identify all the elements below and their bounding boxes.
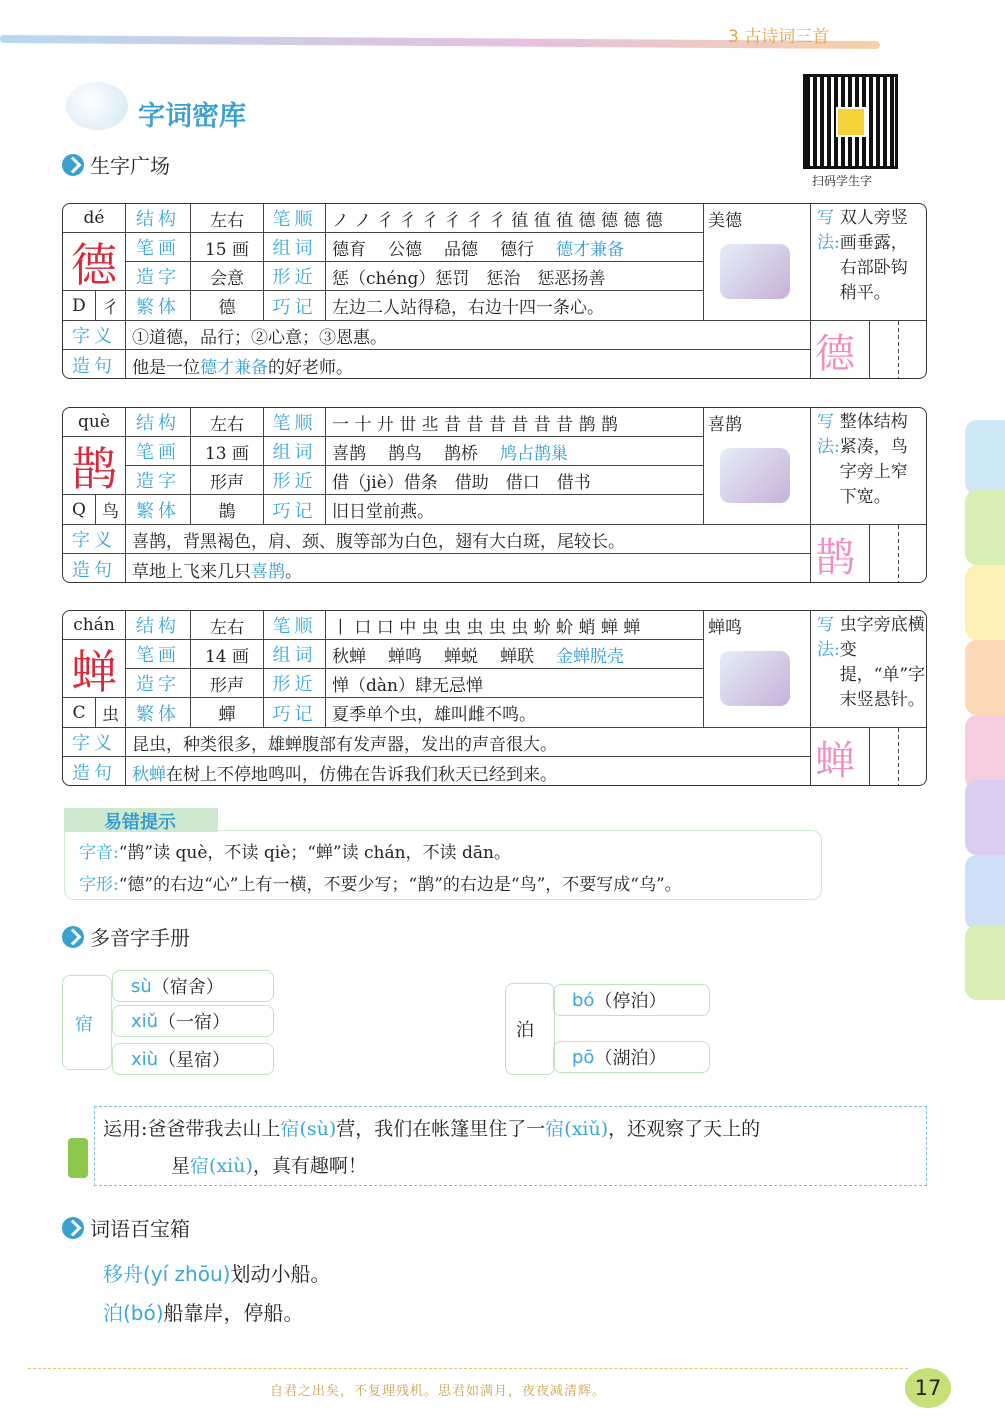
meaning: 昆虫，种类很多，雄蝉腹部有发声器，发出的声音很大。: [126, 728, 811, 757]
side-tab[interactable]: [965, 565, 1005, 640]
image-word: 美德: [708, 211, 742, 231]
label-ziyi: 字义: [63, 321, 126, 350]
big-character: 德: [63, 233, 126, 291]
word: 品德: [444, 239, 478, 260]
side-tab[interactable]: [965, 855, 1005, 930]
value-bihua: 15 画: [191, 233, 264, 262]
label-bishun: 笔顺: [264, 408, 326, 437]
check-circle-icon: [62, 926, 84, 948]
polyphone-char-su: 宿: [62, 975, 112, 1070]
side-tab[interactable]: [965, 925, 1005, 1000]
label-bihua: 笔画: [126, 437, 191, 466]
value-zaozi: 形声: [191, 466, 264, 495]
label-qiaoji: 巧记: [264, 495, 326, 525]
label-qiaoji: 巧记: [264, 698, 326, 728]
character-card-dé: [62, 203, 927, 379]
value-fanti: 德: [191, 291, 264, 321]
word: 蝉联: [500, 646, 534, 667]
value-jiegou: 左右: [191, 611, 264, 640]
label-zaoju: 造句: [63, 757, 126, 786]
initial-letter: D: [63, 291, 96, 321]
vocab-item: 泊(bó)船靠岸，停船。: [103, 1301, 304, 1325]
polyphone-char-bo: 泊: [505, 983, 555, 1075]
label-xingjin: 形近: [264, 669, 326, 698]
side-tab[interactable]: [965, 490, 1005, 565]
check-circle-icon: [62, 154, 84, 176]
heading-new-characters: 生字广场: [62, 150, 170, 179]
label-jiegou: 结构: [126, 611, 191, 640]
word: 秋蝉: [332, 646, 366, 667]
heading-polyphones: 多音字手册: [62, 922, 190, 951]
label-zaozi: 造字: [126, 669, 191, 698]
big-character: 鹊: [63, 437, 126, 495]
section-title: 字词密库: [138, 101, 246, 132]
label-zaoju: 造句: [63, 350, 126, 379]
reading-item: xiù （星宿）: [112, 1043, 274, 1075]
reading-item: sù （宿舍）: [112, 970, 274, 1002]
radical: 鸟: [96, 495, 126, 525]
label-zaozi: 造字: [126, 466, 191, 495]
label-fanti: 繁体: [126, 291, 191, 321]
qr-label: 扫码学生字: [812, 174, 873, 188]
idiom: 德才兼备: [556, 239, 624, 260]
image-panel: [704, 611, 811, 728]
pinyin: dé: [63, 204, 126, 233]
illustration: [720, 651, 790, 706]
value-bishun: ノ ノ 彳 彳 彳 彳 彳 彳 徝 徝 徝 德 德 德 德: [326, 204, 704, 233]
tips-box: 字音:“鹊”读 què，不读 qiè；“蝉”读 chán，不读 dān。 字形:“德”的右边“心”上有一横，不要少写；“鹊”的右边是“鸟”，不要写成“乌”。: [64, 830, 822, 900]
page-number: 17: [905, 1368, 951, 1408]
image-panel: [704, 408, 811, 525]
pinyin: què: [63, 408, 126, 437]
label-zaoju: 造句: [63, 554, 126, 583]
meaning: 喜鹊，背黑褐色，肩、颈、腹等部为白色，翅有大白斑，尾较长。: [126, 525, 811, 554]
image-word: 喜鹊: [708, 415, 742, 435]
vocab-item: 移舟(yí zhōu)划动小船。: [103, 1262, 331, 1286]
label-zuci: 组词: [264, 640, 326, 669]
example-sentence: 他是一位 德才兼备 的好老师。: [126, 350, 811, 379]
label-qiaoji: 巧记: [264, 291, 326, 321]
tips-tag: 易错提示: [64, 808, 218, 832]
check-circle-icon: [62, 1217, 84, 1239]
word: 公德: [388, 239, 422, 260]
value-zaozi: 形声: [191, 669, 264, 698]
meaning: ①道德，品行；②心意；③恩惠。: [126, 321, 811, 350]
value-zaozi: 会意: [191, 262, 264, 291]
pencil-icon: [68, 1138, 88, 1178]
label-bishun: 笔顺: [264, 611, 326, 640]
word: 德行: [500, 239, 534, 260]
footer-poem: 自君之出矣，不复理残机。思君如满月，夜夜减清辉。: [270, 1384, 607, 1399]
usage-box: 运用:爸爸带我去山上宿(sù)营，我们在帐篷里住了一宿(xiǔ)，还观察了天上的 星宿(xiù)，真有趣啊！: [94, 1106, 927, 1186]
value-bihua: 13 画: [191, 437, 264, 466]
writing-tip: 写法: 虫字旁底横变提，“单”字末竖悬针。: [811, 611, 927, 728]
value-bishun: 丨 口 口 中 虫 虫 虫 虫 虫 蚧 蚧 蛸 蝉 蝉: [326, 611, 704, 640]
illustration: [720, 244, 790, 299]
trace-character: 德: [811, 321, 927, 379]
trace-character: 蝉: [811, 728, 927, 786]
label-zuci: 组词: [264, 233, 326, 262]
reading-item: xiǔ （一宿）: [112, 1005, 274, 1037]
character-card-què: [62, 407, 927, 583]
footer-divider: [28, 1368, 908, 1369]
side-tab[interactable]: [965, 640, 1005, 715]
pinyin: chán: [63, 611, 126, 640]
value-bishun: 一 十 廾 丗 丠 昔 昔 昔 昔 昔 昔 鹊 鹊: [326, 408, 704, 437]
character-card-chán: [62, 610, 927, 786]
value-qiaoji: 旧日堂前燕。: [326, 495, 704, 525]
label-fanti: 繁体: [126, 495, 191, 525]
example-sentence: 秋蝉 在树上不停地鸣叫，仿佛在告诉我们秋天已经到来。: [126, 757, 811, 786]
image-panel: [704, 204, 811, 321]
writing-tip: 写法: 整体结构紧凑，鸟字旁上窄下宽。: [811, 408, 927, 525]
label-ziyi: 字义: [63, 525, 126, 554]
side-tab[interactable]: [965, 715, 1005, 790]
label-xingjin: 形近: [264, 466, 326, 495]
word: 德育: [332, 239, 366, 260]
value-qiaoji: 夏季单个虫，雄叫雌不鸣。: [326, 698, 704, 728]
value-xingjin: 惩（chéng）惩罚 惩治 惩恶扬善: [326, 262, 704, 291]
word: 鹊桥: [444, 443, 478, 464]
side-tab[interactable]: [965, 780, 1005, 855]
radical: 彳: [96, 291, 126, 321]
label-zaozi: 造字: [126, 262, 191, 291]
trace-character: 鹊: [811, 525, 927, 583]
idiom: 鸠占鹊巢: [500, 443, 568, 464]
label-zuci: 组词: [264, 437, 326, 466]
initial-letter: Q: [63, 495, 96, 525]
chapter-title: 3 古诗词三首: [728, 27, 830, 47]
value-jiegou: 左右: [191, 204, 264, 233]
value-zuci: [326, 437, 704, 466]
word: 蝉鸣: [388, 646, 422, 667]
reading-item: bó （停泊）: [553, 984, 710, 1016]
label-jiegou: 结构: [126, 408, 191, 437]
label-fanti: 繁体: [126, 698, 191, 728]
example-sentence: 草地上飞来几只 喜鹊 。: [126, 554, 811, 583]
value-fanti: 蟬: [191, 698, 264, 728]
value-bihua: 14 画: [191, 640, 264, 669]
qr-code[interactable]: [803, 74, 898, 169]
label-bihua: 笔画: [126, 640, 191, 669]
label-bishun: 笔顺: [264, 204, 326, 233]
label-bihua: 笔画: [126, 233, 191, 262]
value-zuci: [326, 640, 704, 669]
illustration: [720, 448, 790, 503]
value-xingjin: 借（jiè）借条 借助 借口 借书: [326, 466, 704, 495]
image-word: 蝉鸣: [708, 618, 742, 638]
heading-vocabulary: 词语百宝箱: [62, 1213, 190, 1242]
word: 蝉蜕: [444, 646, 478, 667]
snowman-icon: [66, 82, 128, 130]
label-xingjin: 形近: [264, 262, 326, 291]
value-qiaoji: 左边二人站得稳，右边十四一条心。: [326, 291, 704, 321]
word: 喜鹊: [332, 443, 366, 464]
reading-item: pō （湖泊）: [553, 1041, 710, 1073]
value-xingjin: 惮（dàn）肆无忌惮: [326, 669, 704, 698]
label-ziyi: 字义: [63, 728, 126, 757]
value-zuci: [326, 233, 704, 262]
label-jiegou: 结构: [126, 204, 191, 233]
initial-letter: C: [63, 698, 96, 728]
writing-tip: 写法: 双人旁竖画垂露，右部卧钩稍平。: [811, 204, 927, 321]
side-tab[interactable]: [965, 420, 1005, 495]
value-jiegou: 左右: [191, 408, 264, 437]
value-fanti: 鵲: [191, 495, 264, 525]
big-character: 蝉: [63, 640, 126, 698]
idiom: 金蝉脱壳: [556, 646, 624, 667]
radical: 虫: [96, 698, 126, 728]
word: 鹊鸟: [388, 443, 422, 464]
